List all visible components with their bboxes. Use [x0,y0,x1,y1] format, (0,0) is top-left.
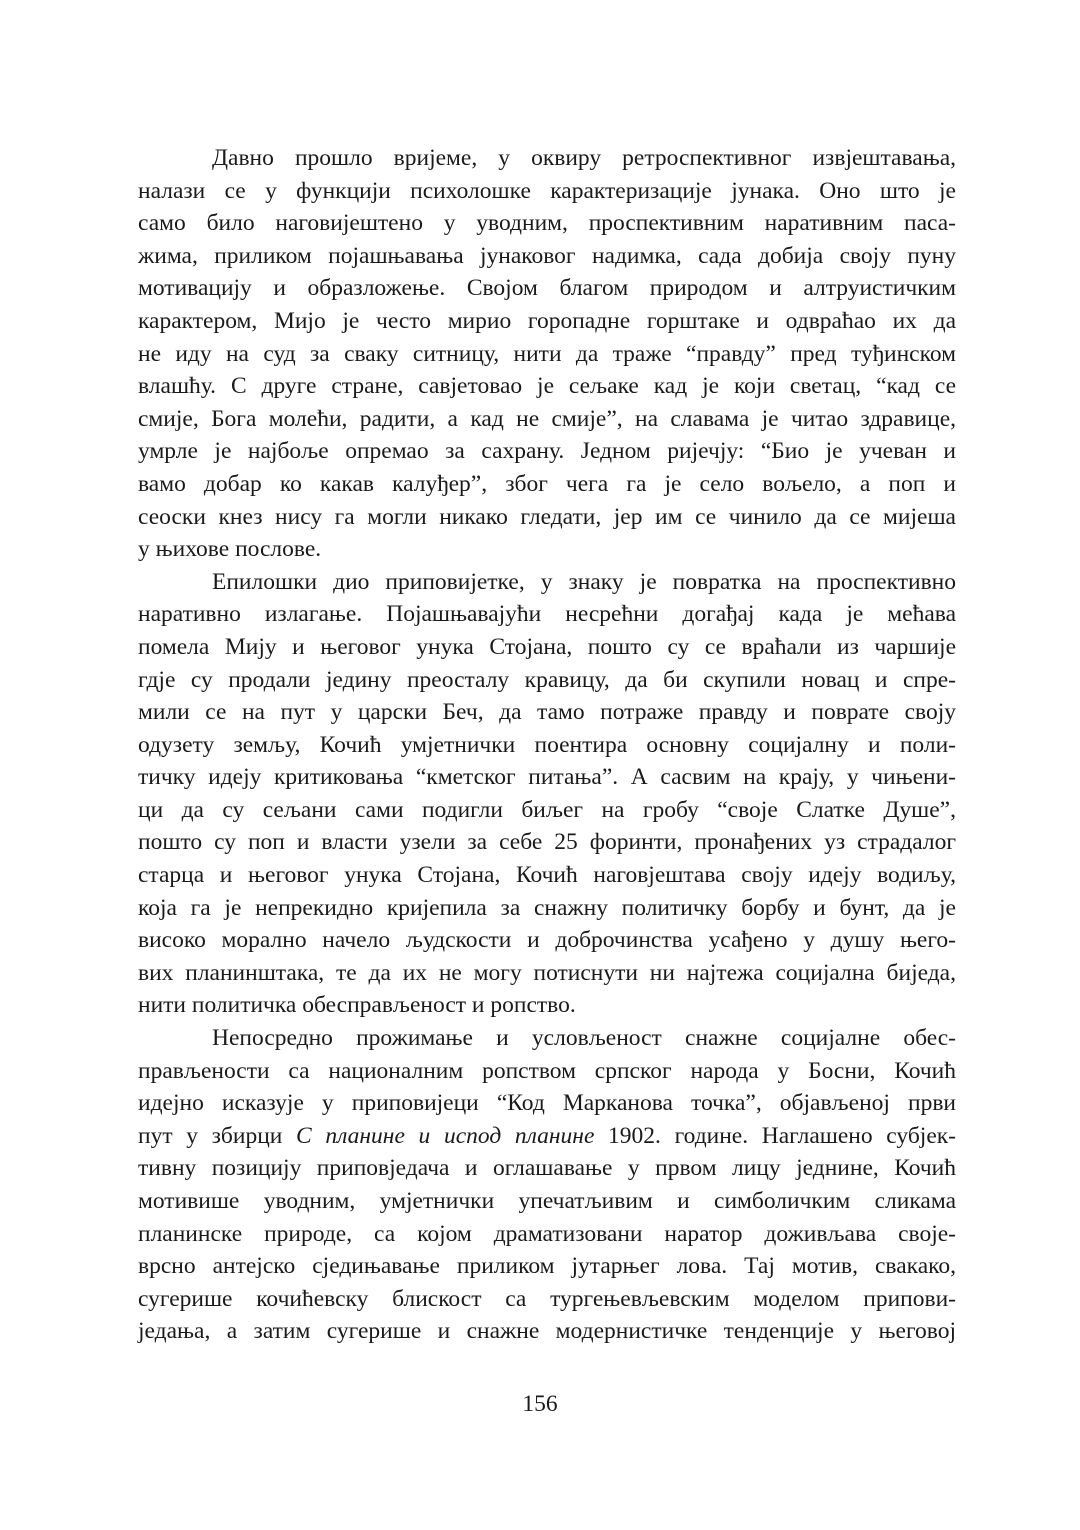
text-line: наративно излагање. Појашњавајући несрећни догађај када је мећава [138,601,956,628]
book-title-italic: С планине и испод планине [296,1122,595,1149]
text-line: нити политичка обесправљеност и ропство. [138,992,576,1019]
text-line: планинске природе, са којом драматизовани наратор доживљава своје- [138,1220,956,1247]
text-line: жима, приликом појашњавања јунаковог надимка, сада добија своју пуну [138,242,956,269]
text-line: ци да су сељани сами подигли биљег на гробу “своје Слатке Душе”, [138,796,956,823]
text-line: тичку идеју критиковања “кметског питања”. А сасвим на крају, у чињени- [138,764,956,791]
text-fragment: 1902. године. Наглашено субјек- [594,1122,956,1149]
text-line: помела Мију и његовог унука Стојана, пошто су се враћали из чаршије [138,633,956,660]
text-line: карактером, Мијо је често мирио горопадне горштаке и одвраћао их да [138,307,956,334]
text-line: у њихове послове. [138,536,322,563]
paragraph-3 [138,1022,956,1348]
text-line: гдје су продали једину преосталу кравицу, да би скупили новац и спре- [138,666,956,693]
text-line [138,1120,956,1153]
text-line: високо морално начело људскости и доброчинства усађено у душу њего- [138,927,956,954]
text-line: одузету земљу, Кочић умјетнички поентира основну социјалну и поли- [138,731,956,758]
text-line: мотивацију и образложење. Својом благом природом и алтруистичким [138,275,956,302]
paragraph-2 [138,566,956,1022]
text-line: мотивише уводним, умјетнички упечатљивим и симболичким сликама [138,1188,956,1214]
text-line: која га је непрекидно кријепила за снажну политичку борбу и бунт, да је [138,894,956,921]
text-line: пошто су поп и власти узели за себе 25 форинти, пронађених уз страдалог [138,829,956,856]
text-line: прављености са националним ропством српског народа у Босни, Кочић [138,1057,956,1084]
page-number: 156 [522,1391,558,1417]
text-line: смије, Бога молећи, радити, а кад не смије”, на славама је читао здравице, [138,405,956,432]
text-line: вих планинштака, те да их не могу потиснути ни најтежа социјална биједа, [138,959,956,986]
text-line: старца и његовог унука Стојана, Кочић наговјештава своју идеју водиљу, [138,862,956,889]
text-line: идејно исказује у приповијеци “Код Марканова точка”, објављеној први [138,1090,956,1117]
text-line: мили се на пут у царски Беч, да тамо потраже правду и поврате своју [138,699,956,726]
text-line: тивну позицију приповједача и оглашавање у првом лицу једнине, Кочић [138,1155,956,1182]
text-line: умрле је најбоље опремао за сахрану. Једном ријечју: “Био је учеван и [138,438,956,465]
text-line: вамо добар ко какав калуђер”, због чега га је село вољело, а поп и [138,470,956,497]
text-line: Непосредно прожимање и условљеност снажне социјалне обес- [212,1025,956,1052]
text-line: влашћу. С друге стране, савјетовао је сељаке кад је који светац, “кад се [138,373,956,400]
body-text [138,142,956,1348]
text-fragment: пут у збирци [138,1122,297,1149]
text-line: само било наговијештено у уводним, проспективним наративним паса- [138,210,956,237]
text-line: Давно прошло вријеме, у оквиру ретроспективног извјештавања, [212,145,956,171]
text-line: сугерише кочићевску блискост са тургењевљевским моделом припови- [138,1285,956,1312]
paragraph-1 [138,142,956,566]
text-line: Епилошки дио приповијетке, у знаку је повратка на проспективно [212,568,956,595]
text-line: врсно антејско сједињавање приликом јутарњег лова. Тај мотив, свакако, [138,1253,956,1280]
text-line: једања, а затим сугерише и снажне модернистичке тенденције у његовој [138,1318,956,1345]
text-line: налази се у функцији психолошке карактеризације јунака. Оно што је [138,177,956,204]
text-line: сеоски кнез нису га могли никако гледати, јер им се чинило да се мијеша [138,503,956,530]
text-line: не иду на суд за сваку ситницу, нити да траже “правду” пред туђинском [138,340,956,367]
